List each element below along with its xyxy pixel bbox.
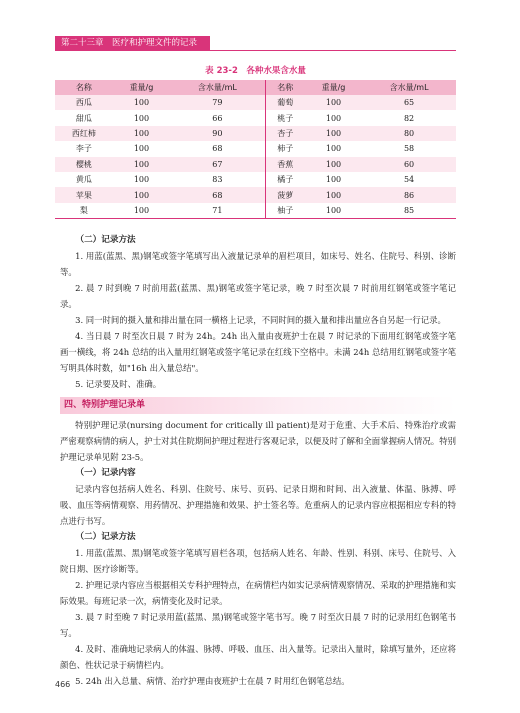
table-cell: 90 <box>170 126 265 141</box>
table-cell: 65 <box>362 95 456 110</box>
table-cell: 菠萝 <box>265 187 305 202</box>
col-header-name-2: 名称 <box>265 80 305 95</box>
subsection-title: （二）记录方法 <box>75 532 136 542</box>
table-cell: 100 <box>305 110 362 125</box>
table-cell: 梨 <box>55 203 113 219</box>
table-cell: 樱桃 <box>55 157 113 172</box>
table-cell: 柚子 <box>265 203 305 219</box>
table-cell: 100 <box>113 203 170 219</box>
table-cell: 甜瓜 <box>55 110 113 125</box>
table-cell: 100 <box>305 187 362 202</box>
body-text <box>60 232 456 689</box>
table-cell: 西红柿 <box>55 126 113 141</box>
col-header-water-2: 含水量/mL <box>362 80 456 95</box>
table-row <box>55 110 456 125</box>
table-cell: 西瓜 <box>55 95 113 110</box>
table-cell: 黄瓜 <box>55 172 113 187</box>
table-cell: 58 <box>362 141 456 156</box>
table-cell: 100 <box>113 141 170 156</box>
table-cell: 100 <box>113 187 170 202</box>
table-row <box>55 172 456 187</box>
table-header-row <box>55 80 456 95</box>
table-cell: 100 <box>305 141 362 156</box>
table-row <box>55 141 456 156</box>
table-cell: 54 <box>362 172 456 187</box>
paragraph: 2. 护理记录内容应当根据相关专科护理特点，在病情栏内如实记录病情观察情况、采取的护理措施和实际效果。每班记录一次，病情变化及时记录。 <box>60 580 456 606</box>
table-cell: 李子 <box>55 141 113 156</box>
col-header-weight-2: 重量/g <box>305 80 362 95</box>
table-cell: 83 <box>170 172 265 187</box>
table-cell: 85 <box>362 203 456 219</box>
paragraph: 4. 及时、准确地记录病人的体温、脉搏、呼吸、血压、出入量等。记录出入量时，除填写量外，还应将颜色、性状记录于病情栏内。 <box>60 644 456 670</box>
table-cell: 66 <box>170 110 265 125</box>
table-cell: 100 <box>113 126 170 141</box>
table-cell: 100 <box>305 126 362 141</box>
paragraph: 2. 晨 7 时到晚 7 时前用蓝(蓝黑、黑)钢笔或签字笔记录，晚 7 时至次晨 7 时前用红钢笔或签字笔记录。 <box>60 283 456 309</box>
col-header-weight: 重量/g <box>113 80 170 95</box>
table-row <box>55 203 456 219</box>
table-cell: 橘子 <box>265 172 305 187</box>
col-header-name: 名称 <box>55 80 113 95</box>
table-row <box>55 187 456 202</box>
header-rule <box>55 50 456 51</box>
table-body <box>55 95 456 219</box>
paragraph: 1. 用蓝(蓝黑、黑)钢笔或签字笔填写出入液量记录单的眉栏项目，如床号、姓名、住院号、科别、诊断等。 <box>60 251 456 277</box>
table-cell: 82 <box>362 110 456 125</box>
table-cell: 100 <box>113 95 170 110</box>
col-header-water: 含水量/mL <box>170 80 265 95</box>
table-title: 表 23-2 各种水果含水量 <box>205 66 306 76</box>
table-cell: 71 <box>170 203 265 219</box>
table-cell: 100 <box>305 157 362 172</box>
table-cell: 100 <box>305 95 362 110</box>
table-cell: 杏子 <box>265 126 305 141</box>
table-cell: 67 <box>170 157 265 172</box>
subsection-title: （一）记录内容 <box>75 468 136 478</box>
table-row <box>55 126 456 141</box>
chapter-header: 第二十三章 医疗和护理文件的记录 <box>55 36 210 50</box>
table-cell: 苹果 <box>55 187 113 202</box>
paragraph: 3. 同一时间的摄入量和排出量在同一横格上记录，不同时间的摄入量和排出量应各自另起一行记录。 <box>75 315 446 325</box>
table-cell: 柿子 <box>265 141 305 156</box>
table-row <box>55 157 456 172</box>
section-title: 四、特别护理记录单 <box>60 397 456 414</box>
table-cell: 100 <box>113 157 170 172</box>
paragraph: 5. 记录要及时、准确。 <box>75 379 162 389</box>
table-cell: 100 <box>113 172 170 187</box>
table-cell: 68 <box>170 187 265 202</box>
paragraph: 5. 24h 出入总量、病情、治疗护理由夜班护士在晨 7 时用红色钢笔总结。 <box>75 676 350 686</box>
table-cell: 100 <box>305 203 362 219</box>
paragraph: 4. 当日晨 7 时至次日晨 7 时为 24h。24h 出入量由夜班护士在晨 7 时记录的下面用红钢笔或签字笔画一横线，将 24h 总结的出入量用红钢笔或签字笔记录在红线下空格中。未满 24h 总结用红钢笔或签字笔写明具体时数，如"16h 出入量总结"。 <box>60 331 456 373</box>
page-number: 466 <box>55 680 71 689</box>
table-cell: 桃子 <box>265 110 305 125</box>
table-cell: 葡萄 <box>265 95 305 110</box>
paragraph: 3. 晨 7 时至晚 7 时记录用蓝(蓝黑、黑)钢笔或签字笔书写。晚 7 时至次日晨 7 时的记录用红色钢笔书写。 <box>60 612 456 638</box>
table-cell: 68 <box>170 141 265 156</box>
paragraph: 记录内容包括病人姓名、科别、住院号、床号、页码、记录日期和时间、出入液量、体温、脉搏、呼吸、血压等病情观察、用药情况、护理措施和效果、护士签名等。危重病人的记录内容应根据相应专科的特点进行书写。 <box>60 484 456 526</box>
subsection-title: （二）记录方法 <box>75 235 136 245</box>
table-cell: 60 <box>362 157 456 172</box>
paragraph: 特别护理记录(nursing document for critically ill patient)是对于危重、大手术后、特殊治疗或需严密观察病情的病人，护士对其住院期间护理过程进行客观记录，以便及时了解和全面掌握病人情况。特别护理记录单见附 23-5。 <box>60 420 456 462</box>
table-cell: 香蕉 <box>265 157 305 172</box>
table-cell: 86 <box>362 187 456 202</box>
table-cell: 79 <box>170 95 265 110</box>
table-cell: 100 <box>305 172 362 187</box>
table-cell: 80 <box>362 126 456 141</box>
paragraph: 1. 用蓝(蓝黑、黑)钢笔或签字笔填写眉栏各项，包括病人姓名、年龄、性别、科别、床号、住院号、入院日期、医疗诊断等。 <box>60 548 456 574</box>
table-cell: 100 <box>113 110 170 125</box>
fruit-water-table <box>55 80 456 219</box>
table-row <box>55 95 456 110</box>
